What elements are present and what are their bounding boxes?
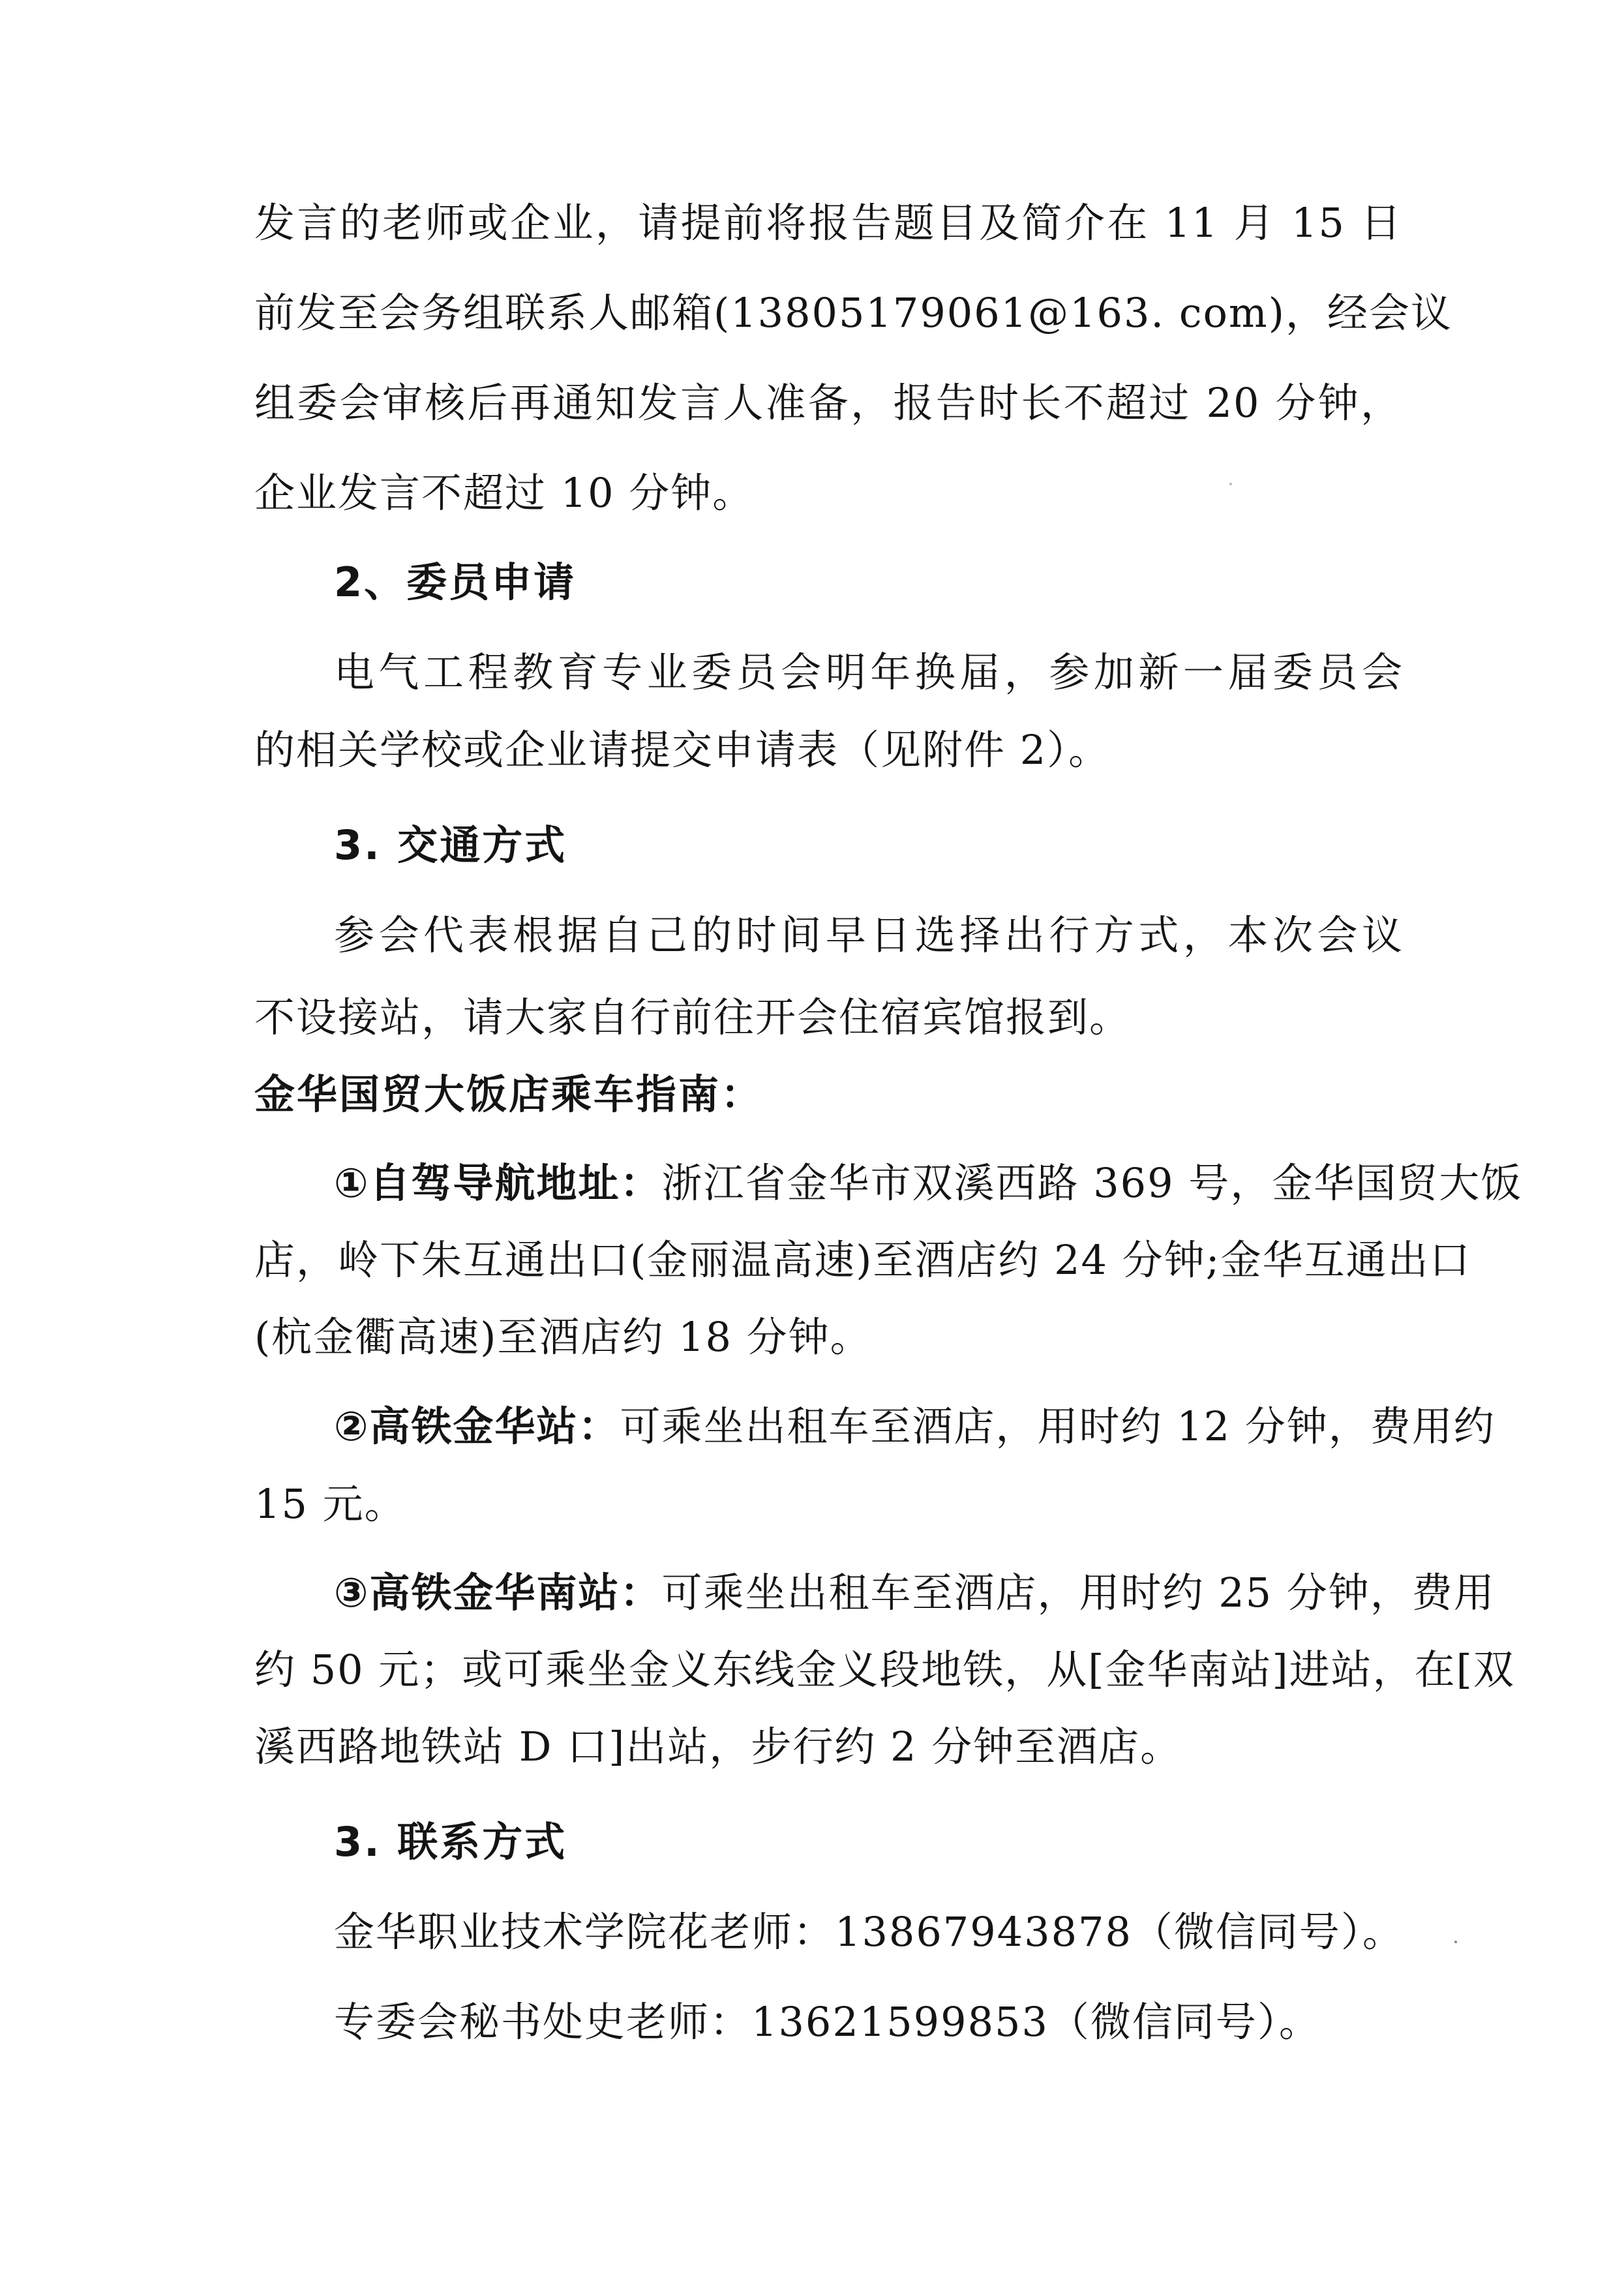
paragraph-line: 不设接站，请大家自行前往开会住宿宾馆报到。 [254, 993, 1132, 1041]
scan-speck [1454, 1941, 1457, 1943]
guide-item-text: 可乘坐出租车至酒店，用时约 25 分钟，费用 [661, 1569, 1496, 1616]
paragraph-line: 约 50 元；或可乘坐金义东线金义段地铁，从[金华南站]进站，在[双 [254, 1646, 1515, 1693]
guide-item-self-drive [334, 1151, 1523, 1216]
paragraph-line: 的相关学校或企业请提交申请表（见附件 2）。 [254, 726, 1111, 774]
paragraph-line: (杭金衢高速)至酒店约 18 分钟。 [254, 1313, 872, 1361]
paragraph-line: 店，岭下朱互通出口(金丽温高速)至酒店约 24 分钟;金华互通出口 [254, 1236, 1471, 1284]
paragraph-line: 前发至会务组联系人邮箱(13805179061@163. com)，经会议 [254, 289, 1452, 337]
section-heading-contact: 3. 联系方式 [334, 1818, 567, 1866]
paragraph-line: 发言的老师或企业，请提前将报告题目及简介在 11 月 15 日 [254, 199, 1402, 247]
guide-item-text: 浙江省金华市双溪西路 369 号，金华国贸大饭 [661, 1159, 1523, 1207]
paragraph-line: 参会代表根据自己的时间早日选择出行方式，本次会议 [334, 911, 1404, 959]
paragraph-line: 15 元。 [254, 1480, 406, 1528]
guide-item-label: ②高铁金华站： [334, 1402, 620, 1450]
guide-item-label: ①自驾导航地址： [334, 1159, 662, 1207]
guide-item-jinhua-station [334, 1394, 1496, 1459]
paragraph-line: 溪西路地铁站 D 口]出站，步行约 2 分钟至酒店。 [254, 1723, 1182, 1770]
paragraph-line: 组委会审核后再通知发言人准备，报告时长不超过 20 分钟， [254, 379, 1402, 427]
guide-item-jinhua-south-station [334, 1560, 1496, 1626]
contact-line: 专委会秘书处史老师：13621599853（微信同号）。 [334, 1998, 1321, 2046]
section-heading-transport: 3. 交通方式 [334, 821, 567, 869]
guide-title: 金华国贸大饭店乘车指南： [254, 1070, 764, 1118]
paragraph-line: 电气工程教育专业委员会明年换届，参加新一届委员会 [334, 648, 1404, 696]
scan-speck [1229, 483, 1232, 485]
guide-item-label: ③高铁金华南站： [334, 1569, 662, 1616]
contact-line: 金华职业技术学院花老师：13867943878（微信同号）。 [334, 1908, 1404, 1956]
guide-item-text: 可乘坐出租车至酒店，用时约 12 分钟，费用约 [620, 1402, 1496, 1450]
paragraph-line: 企业发言不超过 10 分钟。 [254, 469, 755, 517]
section-heading-committee: 2、委员申请 [334, 558, 577, 606]
